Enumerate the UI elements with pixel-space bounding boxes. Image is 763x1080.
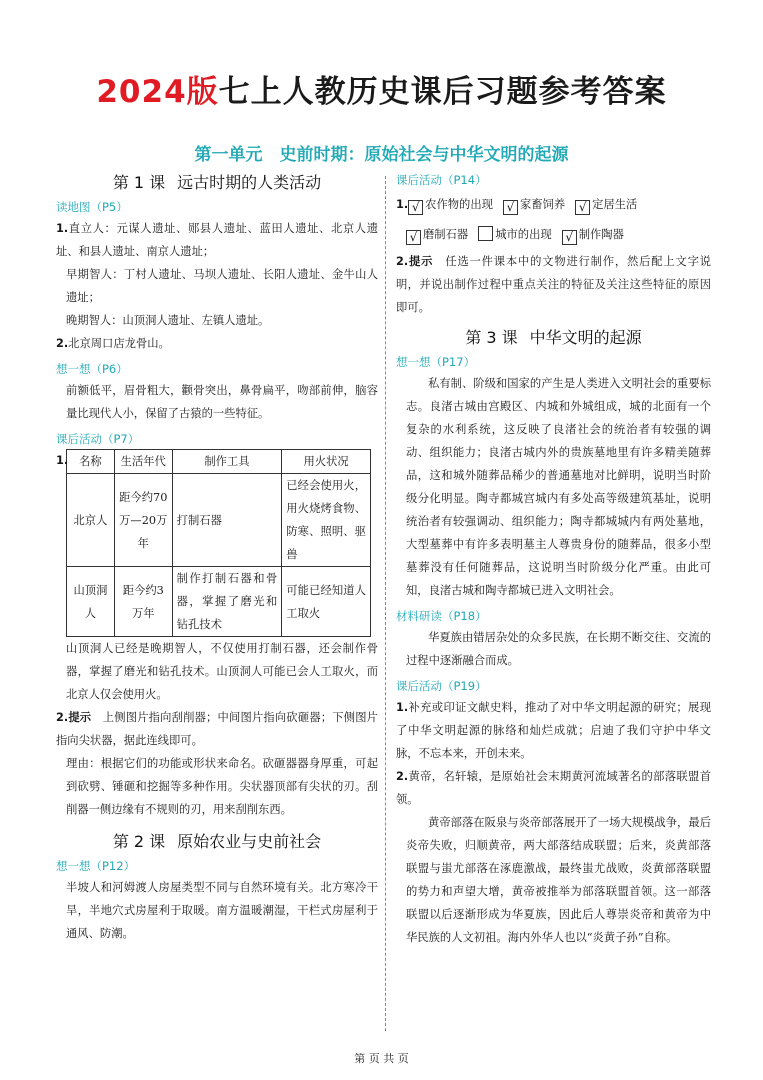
page-footer: 第 页 共 页 <box>354 1052 409 1065</box>
lesson-1-map-section: 读地图（P5） <box>56 200 128 214</box>
lesson-3-material-section: 材料研读（P18） <box>396 609 487 623</box>
activity-1-num: 1. <box>56 454 69 467</box>
lesson-3-activity-2 <box>396 765 711 811</box>
activity-2 <box>56 706 378 752</box>
title-year: 2024版 <box>96 74 219 110</box>
lesson-2-activity-2-tip: 提示 <box>408 255 434 268</box>
option-item: √ 定居生活 <box>575 198 637 211</box>
table-header: 生活年代 <box>114 450 172 474</box>
map-answer-1-line2: 早期智人：丁村人遗址、马坝人遗址、长阳人遗址、金牛山人遗址； <box>66 268 378 304</box>
map-answer-1-line1: 直立人：元谋人遗址、郧县人遗址、蓝田人遗址、北京人遗址、和县人遗址、南京人遗址； <box>56 222 378 258</box>
lesson-1-name: 远古时期的人类活动 <box>177 173 322 192</box>
table-header: 制作工具 <box>172 450 282 474</box>
lesson-2-heading <box>56 829 378 852</box>
table-cell: 距今约3万年 <box>114 567 172 637</box>
table-header-row <box>67 450 371 474</box>
table-header: 用火状况 <box>282 450 371 474</box>
comparison-table <box>66 449 371 637</box>
table-header: 名称 <box>67 450 115 474</box>
title-rest: 七上人教历史课后习题参考答案 <box>218 74 667 110</box>
table-cell: 制作打制石器和骨器，掌握了磨光和钻孔技术 <box>172 567 282 637</box>
options-row-2 <box>396 220 711 250</box>
option-item: √ 农作物的出现 <box>408 198 493 211</box>
activity-1-block <box>56 449 378 637</box>
table-row <box>67 567 371 637</box>
lesson-3-activity-1-num: 1. <box>396 701 409 714</box>
lesson-2-name: 原始农业与史前社会 <box>177 832 322 851</box>
lesson-3-activity-1-text: 补充或印证文献史料，推动了对中华文明起源的研究；展现了中华文明起源的脉络和灿烂成就；启迪了我们守护中华文脉，不忘本来，开创未来。 <box>396 701 711 760</box>
lesson-3-think-section: 想一想（P17） <box>396 355 476 369</box>
checkbox-icon: √ <box>503 200 518 215</box>
checkbox-icon: √ <box>406 230 421 245</box>
table-cell: 打制石器 <box>172 474 282 567</box>
lesson-3-activity-section: 课后活动（P19） <box>396 679 487 693</box>
lesson-3-number: 第 3 课 <box>465 328 518 347</box>
lesson-1-think-section: 想一想（P6） <box>56 362 128 376</box>
lesson-2-activity-2-text: 任选一件课本中的文物进行制作，然后配上文字说明，并说出制作过程中重点关注的特征及关注这些特征的原因即可。 <box>396 255 711 314</box>
right-column <box>396 170 711 949</box>
table-cell: 可能已经知道人工取火 <box>282 567 371 637</box>
option-item: √ 家畜饲养 <box>503 198 565 211</box>
lesson-3-think-text: 私有制、阶级和国家的产生是人类进入文明社会的重要标志。良渚古城由宫殿区、内城和外城组成，城的北面有一个复杂的水利系统，这反映了良渚社会的统治者有较强的调动、组织能力；良渚古城内外的贵族墓地里有许多精美随葬品，这和城外随葬品稀少的普通墓地对比鲜明，说明当时阶级分化明显。陶寺都城宫城内有多处高等级建筑基址，说明统治者有较强调动、组织能力；陶寺都城城内有两处墓地，大型墓葬中有许多表明墓主人尊贵身份的随葬品，很多小型墓葬没有任何随葬品，这说明当时阶级分化严重。由此可知，良渚古城和陶寺都城已进入文明社会。 <box>406 377 711 597</box>
map-answer-1-line3: 晚期智人：山顶洞人遗址、左镇人遗址。 <box>66 314 270 327</box>
options-num: 1. <box>396 198 409 211</box>
lesson-2-number: 第 2 课 <box>112 832 166 851</box>
checkbox-icon <box>478 226 493 241</box>
lesson-2-activity-section: 课后活动（P14） <box>396 173 487 187</box>
options-row-1 <box>396 190 711 220</box>
lesson-1-think-text: 前额低平，眉骨粗大，颧骨突出，鼻骨扁平，吻部前伸，脑容量比现代人小，保留了古猿的一些特征。 <box>66 384 378 420</box>
lesson-3-name: 中华文明的起源 <box>529 328 642 347</box>
left-column <box>56 170 378 945</box>
map-answer-1 <box>56 217 378 263</box>
table-cell: 山顶洞人 <box>67 567 115 637</box>
map-answer-1-num: 1. <box>56 222 69 235</box>
lesson-2-activity-2 <box>396 250 711 319</box>
checkbox-icon: √ <box>562 230 577 245</box>
lesson-2-activity-2-num: 2. <box>396 255 409 268</box>
table-cell: 距今约70万—20万年 <box>114 474 172 567</box>
lesson-3-material-text: 华夏族由错居杂处的众多民族，在长期不断交往、交流的过程中逐渐融合而成。 <box>406 631 711 667</box>
lesson-3-activity-1 <box>396 696 711 765</box>
table-cell: 北京人 <box>67 474 115 567</box>
map-answer-2-text: 北京周口店龙骨山。 <box>68 337 170 350</box>
activity-2-text: 上侧图片指向刮削器；中间图片指向砍砸器；下侧图片指向尖状器，据此连线即可。 <box>56 711 378 747</box>
lesson-3-activity-2-text: 黄帝，名轩辕，是原始社会末期黄河流域著名的部落联盟首领。 <box>396 770 711 806</box>
table-row <box>67 474 371 567</box>
activity-2-num: 2. <box>56 711 69 724</box>
checkbox-icon: √ <box>575 200 590 215</box>
option-item: 城市的出现 <box>478 228 552 241</box>
checkbox-icon: √ <box>408 200 423 215</box>
map-answer-2 <box>56 332 378 355</box>
unit-title: 第一单元 史前时期：原始社会与中华文明的起源 <box>194 145 569 165</box>
lesson-3-activity-2-num: 2. <box>396 770 409 783</box>
map-answer-2-num: 2. <box>56 337 69 350</box>
option-item: √ 磨制石器 <box>406 228 468 241</box>
lesson-3-activity-2-more: 黄帝部落在阪泉与炎帝部落展开了一场大规模战争，最后炎帝失败，归顺黄帝，两大部落结成联盟；后来，炎黄部落联盟与蚩尤部落在涿鹿激战，最终蚩尤战败，炎黄部落联盟的势力和声望大增，黄帝被推举为部落联盟首领。这一部落联盟以后逐渐形成为华夏族，因此后人尊崇炎帝和黄帝为中华民族的人文初祖。海内外华人也以“炎黄子孙”自称。 <box>406 816 711 944</box>
table-cell: 已经会使用火，用火烧烤食物、防寒、照明、驱兽 <box>282 474 371 567</box>
activity-1-after: 山顶洞人已经是晚期智人，不仅使用打制石器，还会制作骨器，掌握了磨光和钻孔技术。山顶洞人可能已会人工取火，而北京人仅会使用火。 <box>66 642 378 701</box>
column-divider <box>385 176 386 1031</box>
lesson-1-heading <box>56 170 378 193</box>
page-title <box>0 66 763 111</box>
activity-2-tip: 提示 <box>68 711 92 724</box>
lesson-3-heading <box>396 325 711 348</box>
lesson-1-number: 第 1 课 <box>112 173 166 192</box>
lesson-1-activity-section: 课后活动（P7） <box>56 432 140 446</box>
lesson-2-think-section: 想一想（P12） <box>56 859 136 873</box>
activity-2-reason: 理由：根据它们的功能或形状来命名。砍砸器器身厚重，可起到砍劈、锤砸和挖掘等多种作用。尖状器顶部有尖状的刃。刮削器一侧边缘有不规则的刃，用来刮削东西。 <box>66 757 378 816</box>
option-item: √ 制作陶器 <box>562 228 624 241</box>
lesson-2-think-text: 半坡人和河姆渡人房屋类型不同与自然环境有关。北方寒冷干旱，半地穴式房屋利于取暖。南方温暖潮湿，干栏式房屋利于通风、防潮。 <box>66 881 378 940</box>
